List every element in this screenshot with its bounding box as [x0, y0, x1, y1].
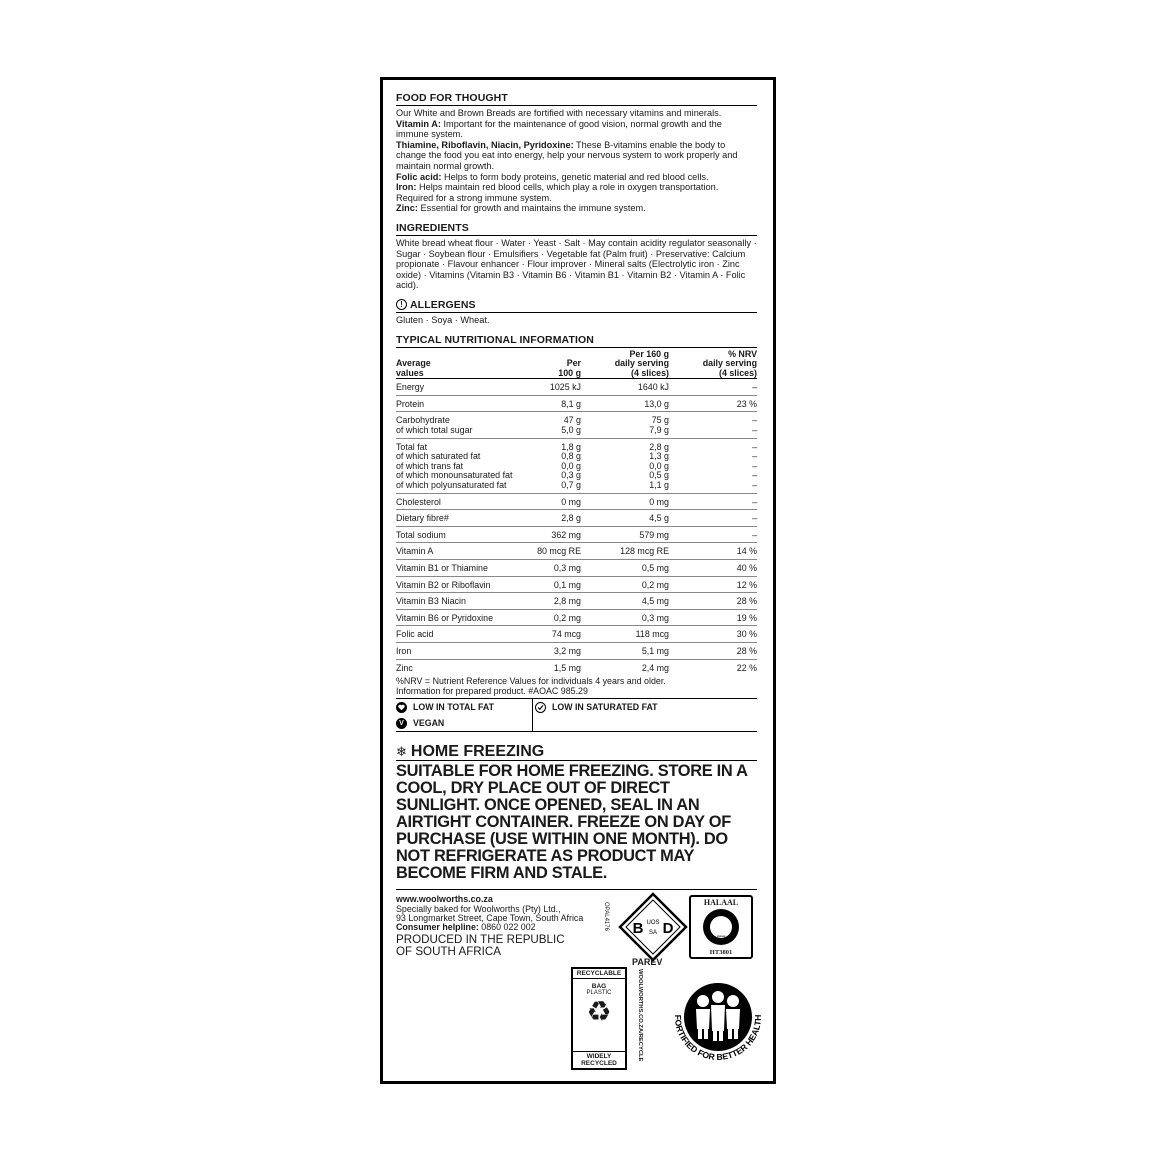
- table-row: [396, 626, 757, 643]
- recycle-icon: ♻: [586, 996, 612, 1028]
- nutrient-name: Vitamin B1 or Thiamine: [396, 560, 519, 577]
- table-row: [396, 659, 757, 675]
- value-nrv: 14 %: [673, 543, 757, 560]
- nutrient-name: Vitamin B6 or Pyridoxine: [396, 609, 519, 626]
- nutrition-label-panel: [380, 77, 776, 1084]
- value-nrv: –: [673, 510, 757, 527]
- recycle-url: WOOLWORTHS.CO.ZA/RECYCLE: [637, 969, 643, 1062]
- table-row: [396, 642, 757, 659]
- value-per-serving: 4,5 mg: [581, 593, 673, 610]
- allergens-title: ALLERGENS: [410, 298, 476, 311]
- value-per-serving: 0,3 mg: [581, 609, 673, 626]
- footnote-line: Information for prepared product. #AOAC 985.29: [396, 685, 588, 696]
- fft-item-iron: Iron: Helps maintain red blood cells, which play a role in oxygen transportation. Required for a strong immune system.: [396, 182, 719, 203]
- ingredients-heading: INGREDIENTS: [396, 222, 757, 236]
- value-per-100g: 1,8 g 0,8 g 0,0 g 0,3 g 0,7 g: [519, 438, 581, 493]
- nutrition-footnote: [396, 677, 757, 699]
- baked-by: Specially baked for Woolworths (Pty) Ltd.,: [396, 903, 561, 914]
- value-nrv: 22 %: [736, 662, 757, 673]
- claim-empty: [532, 715, 757, 731]
- widely-recycled: WIDELY RECYCLED: [573, 1051, 625, 1068]
- bd-middle-top: UOS: [646, 920, 660, 927]
- fft-item-b-vitamins: Thiamine, Riboflavin, Niacin, Pyridoxine: These B-vitamins enable the body to change the food you eat into energy, help your nervous system to work properly and maintain normal growth.: [396, 139, 738, 171]
- check-circle-icon: [535, 702, 546, 713]
- food-for-thought-text: [396, 108, 757, 214]
- value-per-100g: 74 mcg: [519, 626, 581, 643]
- fortified-for-better-health-logo: [663, 965, 773, 1075]
- value-per-serving: 2,4 mg: [641, 662, 669, 673]
- table-row: [396, 510, 757, 527]
- table-row: [396, 609, 757, 626]
- value-per-serving: 75 g 7,9 g: [581, 412, 673, 438]
- produced-in: PRODUCED IN THE REPUBLIC OF SOUTH AFRICA: [396, 933, 565, 958]
- nutrient-name: Energy: [396, 379, 519, 396]
- value-nrv: 19 %: [673, 609, 757, 626]
- value-per-serving: 128 mcg RE: [581, 543, 673, 560]
- value-nrv: 30 %: [673, 626, 757, 643]
- value-per-serving: 0 mg: [581, 493, 673, 510]
- value-per-100g: 3,2 mg: [519, 642, 581, 659]
- recyclable-heading: RECYCLABLE: [573, 969, 625, 979]
- nutrient-name: Dietary fibre#: [396, 510, 519, 527]
- parev-label: PAREV: [632, 957, 663, 968]
- table-row: [396, 543, 757, 560]
- allergens-heading: [396, 299, 757, 313]
- table-row: [396, 560, 757, 577]
- value-nrv: 40 %: [673, 560, 757, 577]
- fft-item-vitamin-a: Vitamin A: Important for the maintenance of good vision, normal growth and the immune system.: [396, 118, 722, 140]
- value-nrv: 28 %: [673, 642, 757, 659]
- value-nrv: – –: [673, 412, 757, 438]
- nutrition-table-body: [396, 379, 757, 675]
- nutrition-heading: TYPICAL NUTRITIONAL INFORMATION: [396, 334, 757, 348]
- svg-text:Halaal: Halaal: [716, 934, 726, 939]
- nutrient-name: Cholesterol: [396, 493, 519, 510]
- value-per-100g: 0 mg: [519, 493, 581, 510]
- nutrient-name: Vitamin B3 Niacin: [396, 593, 519, 610]
- value-per-100g: 2,8 mg: [519, 593, 581, 610]
- value-per-serving: 0,2 mg: [581, 576, 673, 593]
- home-freezing-heading: ❄ HOME FREEZING: [396, 743, 757, 761]
- header-average-values: Average values: [396, 350, 519, 379]
- value-nrv: –: [673, 493, 757, 510]
- helpline: Consumer helpline: 0860 022 002: [396, 921, 536, 932]
- food-for-thought-heading: FOOD FOR THOUGHT: [396, 92, 757, 106]
- street-address: 93 Longmarket Street, Cape Town, South Africa: [396, 912, 584, 923]
- v-icon: V: [396, 718, 407, 729]
- bd-middle-bottom: SA: [648, 930, 658, 937]
- value-per-100g: 80 mcg RE: [519, 543, 581, 560]
- value-per-100g: 2,8 g: [519, 510, 581, 527]
- value-per-serving: 118 mcg: [581, 626, 673, 643]
- value-per-100g: 0,2 mg: [519, 609, 581, 626]
- recycle-material: PLASTIC: [586, 990, 612, 997]
- nutrient-name: Protein: [396, 395, 519, 412]
- nutrient-name: Vitamin B2 or Riboflavin: [396, 576, 519, 593]
- snowflake-icon: ❄: [396, 744, 407, 760]
- table-row: [396, 493, 757, 510]
- product-code: OPAL4176: [603, 902, 609, 932]
- bd-letter-d: D: [662, 920, 674, 938]
- value-per-serving: 1640 kJ: [581, 379, 673, 396]
- claims-grid: [396, 699, 757, 732]
- value-per-serving: 4,5 g: [581, 510, 673, 527]
- recycling-label: [571, 967, 627, 1070]
- nutrient-name: Total fat of which saturated fat of which trans fat of which monounsaturated fat of which polyunsaturated fat: [396, 438, 519, 493]
- allergens-text: Gluten · Soya · Wheat.: [396, 314, 490, 325]
- claim-low-total-fat: LOW IN TOTAL FAT: [396, 699, 532, 715]
- home-freezing-text: SUITABLE FOR HOME FREEZING. STORE IN A COOL, DRY PLACE OUT OF DIRECT SUNLIGHT. ONCE OPENED, SEAL IN AN AIRTIGHT CONTAINER. FREEZE ON DAY OF PURCHASE (USE WITHIN ONE MONTH). DO NOT REFRIGERATE AS PRODUCT MAY BECOME FIRM AND STALE.: [396, 763, 757, 890]
- value-per-serving: 0,5 mg: [581, 560, 673, 577]
- halaal-logo: [689, 895, 753, 959]
- table-row: [396, 379, 757, 396]
- value-nrv: –: [673, 526, 757, 543]
- ingredients-text: White bread wheat flour · Water · Yeast · Salt · May contain acidity regulator seasonally · Sugar · Soybean flour · Emulsifiers · Vegetable fat (Palm fruit) · Preservative: Calcium propionate · Flavour enhancer · Flour improver · Mineral salts (Electrolytic iron · Zinc oxide) · Vitamins (Vitamin B3 · Vitamin B6 · Vitamin B1 · Vitamin B2 · Vitamin A · Folic acid).: [396, 237, 757, 291]
- nutrient-name: Total sodium: [396, 526, 519, 543]
- beth-din-logo: [618, 892, 688, 966]
- value-per-serving: 579 mg: [581, 526, 673, 543]
- recycle-bag: BAG: [591, 983, 607, 991]
- nutrition-table: [396, 350, 757, 676]
- alert-icon: [396, 299, 407, 310]
- address-block: [396, 895, 583, 932]
- svg-text:Trust: Trust: [717, 937, 725, 942]
- value-per-100g: 47 g 5,0 g: [519, 412, 581, 438]
- value-per-serving: 5,1 mg: [581, 642, 673, 659]
- value-per-100g: 0,1 mg: [519, 576, 581, 593]
- website: www.woolworths.co.za: [396, 894, 493, 905]
- header-per-serving: Per 160 g daily serving (4 slices): [581, 350, 673, 379]
- header-nrv: % NRV daily serving (4 slices): [673, 350, 757, 379]
- nutrient-name: Folic acid: [396, 626, 519, 643]
- fortified-text: FORTIFIED FOR BETTER HEALTH: [672, 1014, 764, 1063]
- value-nrv: 23 %: [673, 395, 757, 412]
- claim-vegan: V VEGAN: [396, 715, 532, 731]
- value-nrv: –: [673, 379, 757, 396]
- table-row: [396, 593, 757, 610]
- nutrient-name: Carbohydrate of which total sugar: [396, 412, 519, 438]
- footer: [396, 890, 764, 1150]
- claim-low-saturated-fat: LOW IN SATURATED FAT: [532, 699, 757, 715]
- value-nrv: 12 %: [673, 576, 757, 593]
- value-per-serving: 2,8 g 1,3 g 0,0 g 0,5 g 1,1 g: [581, 438, 673, 493]
- food-for-thought-intro: Our White and Brown Breads are fortified with necessary vitamins and minerals.: [396, 108, 722, 118]
- value-nrv: – – – – –: [673, 438, 757, 493]
- halaal-seal-icon: [701, 907, 741, 947]
- nutrient-name: Zinc: [396, 662, 413, 673]
- heart-icon: [396, 702, 407, 713]
- bd-letter-b: B: [632, 920, 644, 938]
- table-row: [396, 412, 757, 438]
- table-row: [396, 576, 757, 593]
- table-row: [396, 438, 757, 493]
- footnote-line: %NRV = Nutrient Reference Values for individuals 4 years and older.: [396, 676, 666, 687]
- value-nrv: 28 %: [673, 593, 757, 610]
- fft-item-zinc: Zinc: Essential for growth and maintains the immune system.: [396, 203, 646, 214]
- nutrition-header-row: [396, 350, 757, 379]
- header-per-100g: Per 100 g: [519, 350, 581, 379]
- halaal-code: HT3801: [709, 949, 733, 957]
- value-per-100g: 0,3 mg: [519, 560, 581, 577]
- value-per-100g: 8,1 g: [519, 395, 581, 412]
- table-row: [396, 395, 757, 412]
- value-per-100g: 1,5 mg: [553, 662, 581, 673]
- fft-item-folic-acid: Folic acid: Helps to form body proteins, genetic material and red blood cells.: [396, 171, 709, 182]
- nutrient-name: Iron: [396, 642, 519, 659]
- value-per-100g: 362 mg: [519, 526, 581, 543]
- nutrient-name: Vitamin A: [396, 543, 519, 560]
- halaal-title: HALAAL: [703, 898, 739, 908]
- value-per-serving: 13,0 g: [581, 395, 673, 412]
- table-row: [396, 526, 757, 543]
- value-per-100g: 1025 kJ: [519, 379, 581, 396]
